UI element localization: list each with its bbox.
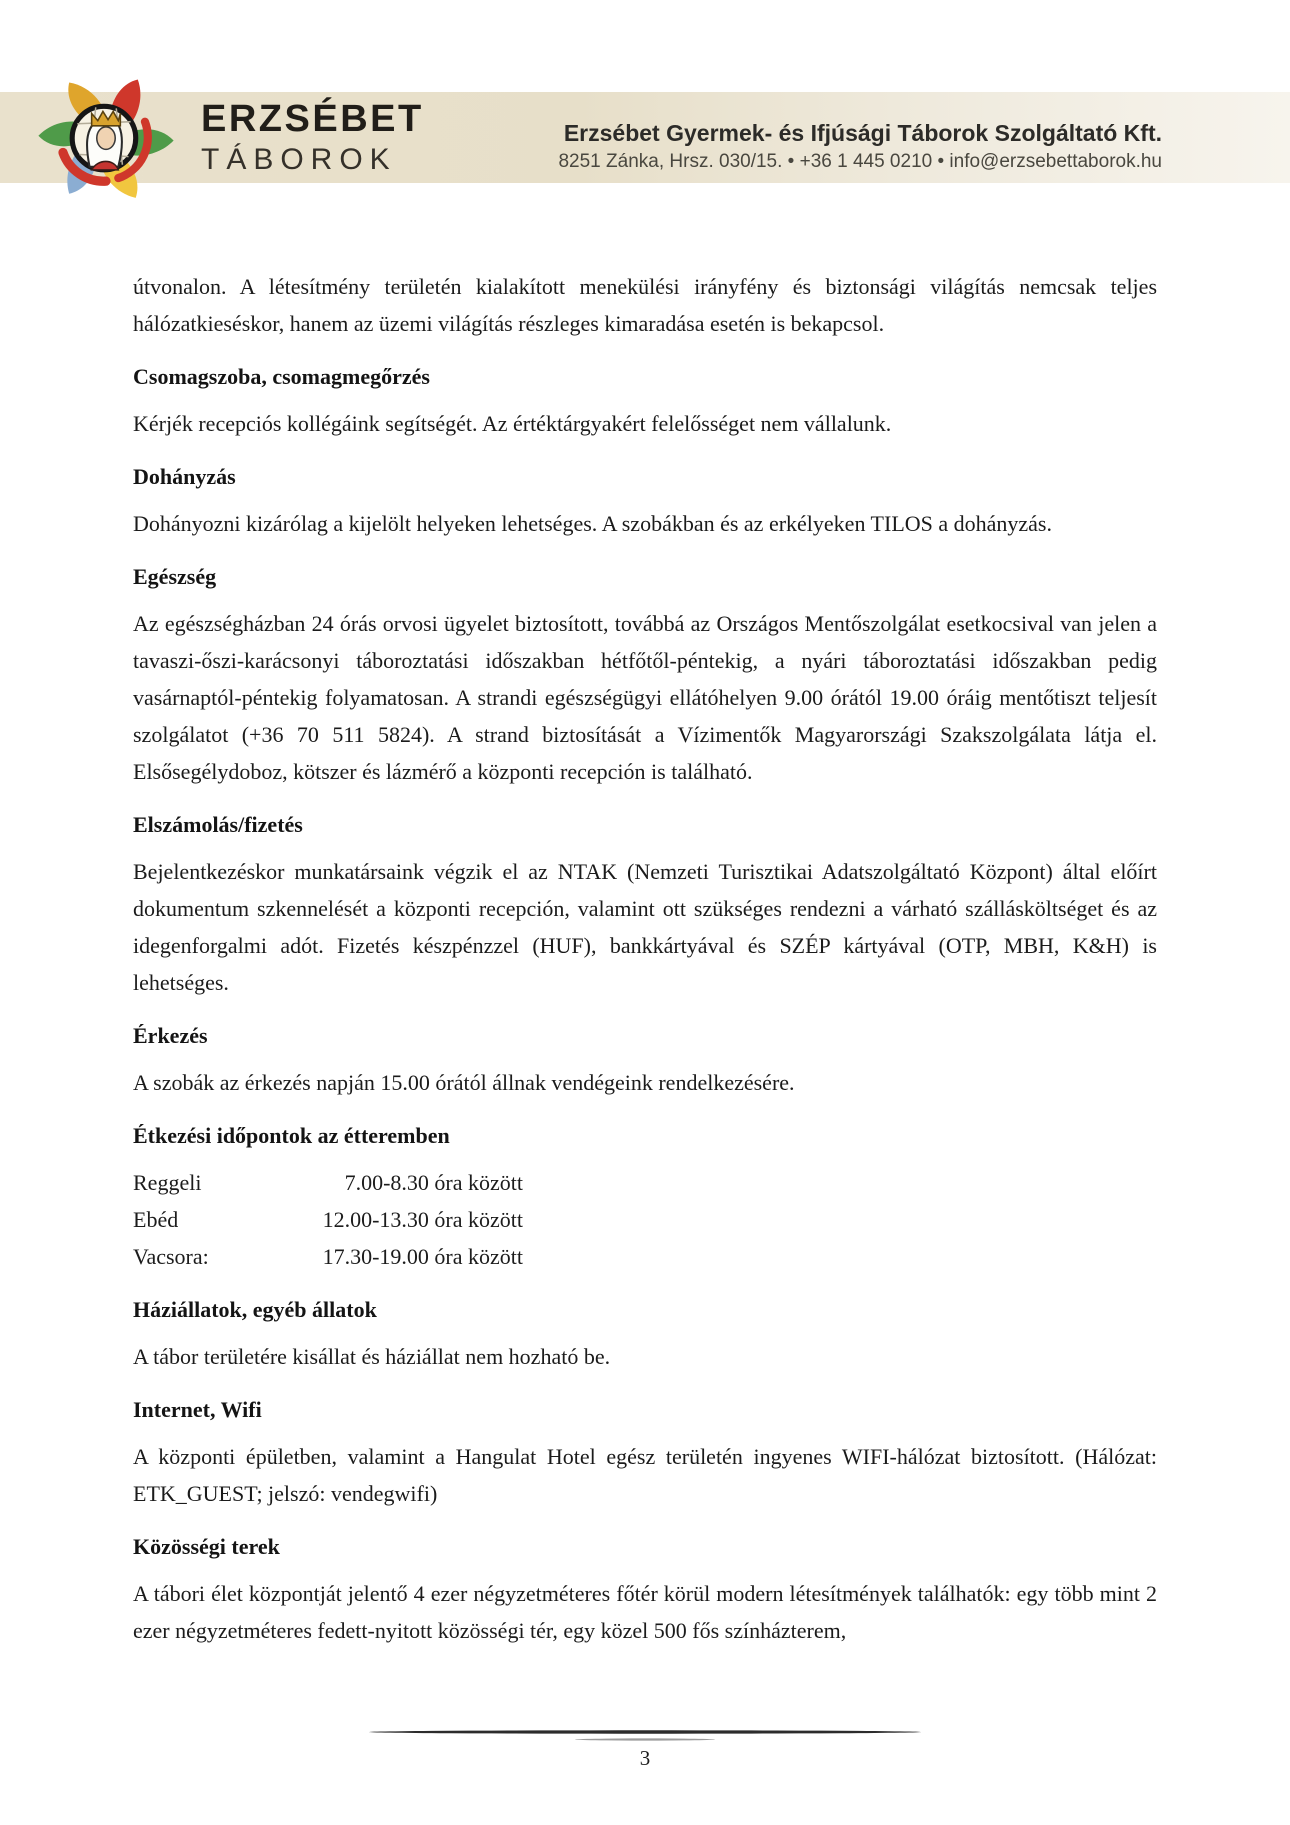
section-heading-mealtimes: Étkezési időpontok az étteremben	[133, 1123, 450, 1148]
section-paragraph: Dohányozni kizárólag a kijelölt helyeken lehetséges. A szobákban és az erkélyeken TILOS a dohányzás.	[133, 511, 1052, 536]
meal-label: Ebéd	[133, 1207, 179, 1232]
meal-times-table	[133, 1164, 1157, 1275]
section-paragraph: A tábori élet központját jelentő 4 ezer négyzetméteres főtér körül modern létesítmények találhatók: egy több mint 2 ezer négyzetméteres fedett-nyitott közösségi tér, egy közel 500 fős színházterem,	[133, 1581, 1157, 1643]
footer-divider	[0, 1730, 1290, 1734]
meal-label: Reggeli	[133, 1170, 202, 1195]
section-heading-smoking: Dohányzás	[133, 464, 236, 489]
section-heading-arrival: Érkezés	[133, 1023, 208, 1048]
section-paragraph: Kérjék recepciós kollégáink segítségét. Az értéktárgyakért felelősséget nem vállalunk.	[133, 411, 892, 436]
meal-time: 17.30-19.00 óra között	[322, 1244, 523, 1269]
company-contact: 8251 Zánka, Hrsz. 030/15. • +36 1 445 0210 • info@erzsebettaborok.hu	[558, 151, 1162, 172]
meal-row	[133, 1238, 1157, 1275]
section-heading-community: Közösségi terek	[133, 1534, 280, 1559]
page-footer	[0, 1730, 1290, 1772]
section-paragraph: A tábor területére kisállat és háziállat nem hozható be.	[133, 1344, 611, 1369]
section-heading-wifi: Internet, Wifi	[133, 1397, 262, 1422]
footer-divider-small	[0, 1737, 1290, 1741]
section-paragraph: Bejelentkezéskor munkatársaink végzik el az NTAK (Nemzeti Turisztikai Adatszolgáltató Központ) által előírt dokumentum szkennelését a központi recepción, valamint ott szükséges rendezni a várható szállásköltséget és az idegenforgalmi adót. Fizetés készpénzzel (HUF), bankkártyával és SZÉP kártyával (OTP, MBH, K&H) is lehetséges.	[133, 859, 1157, 995]
logo-wordmark	[201, 98, 424, 176]
section-heading-pets: Háziállatok, egyéb állatok	[133, 1297, 377, 1322]
company-info	[558, 118, 1162, 175]
erzsebet-taborok-logo-icon	[24, 52, 188, 216]
meal-time: 7.00-8.30 óra között	[344, 1170, 523, 1195]
page-number: 3	[639, 1746, 651, 1770]
section-paragraph: Az egészségházban 24 órás orvosi ügyelet biztosított, továbbá az Országos Mentőszolgálat esetkocsival van jelen a tavaszi-őszi-karácsonyi táboroztatási időszakban hétfőtől-péntekig, a nyári táboroztatási időszakban pedig vasárnaptól-péntekig folyamatosan. A strandi egészségügyi ellátóhelyen 9.00 órától 19.00 óráig mentőtiszt teljesít szolgálatot (+36 70 511 5824). A strand biztosítását a Vízimentők Magyarországi Szakszolgálata látja el. Elsősegélydoboz, kötszer és lázmérő a központi recepción is található.	[133, 611, 1157, 784]
section-paragraph: A központi épületben, valamint a Hangulat Hotel egész területén ingyenes WIFI-hálózat biztosított. (Hálózat: ETK_GUEST; jelszó: vendegwifi)	[133, 1444, 1157, 1506]
company-name: Erzsébet Gyermek- és Ifjúsági Táborok Szolgáltató Kft.	[563, 120, 1162, 146]
meal-label: Vacsora:	[133, 1244, 209, 1269]
intro-paragraph: útvonalon. A létesítmény területén kialakított menekülési irányfény és biztonsági világítás nemcsak teljes hálózatkieséskor, hanem az üzemi világítás részleges kimaradása esetén is bekapcsol.	[133, 274, 1157, 336]
section-heading-luggage: Csomagszoba, csomagmegőrzés	[133, 364, 430, 389]
section-heading-health: Egészség	[133, 564, 217, 589]
document-content	[133, 268, 1157, 1649]
meal-time: 12.00-13.30 óra között	[322, 1207, 523, 1232]
meal-row	[133, 1201, 1157, 1238]
logo-title: ERZSÉBET	[201, 98, 424, 140]
logo-subtitle: TÁBOROK	[201, 143, 397, 176]
section-paragraph: A szobák az érkezés napján 15.00 órától állnak vendégeink rendelkezésére.	[133, 1070, 795, 1095]
meal-row	[133, 1164, 1157, 1201]
section-heading-payment: Elszámolás/fizetés	[133, 812, 303, 837]
